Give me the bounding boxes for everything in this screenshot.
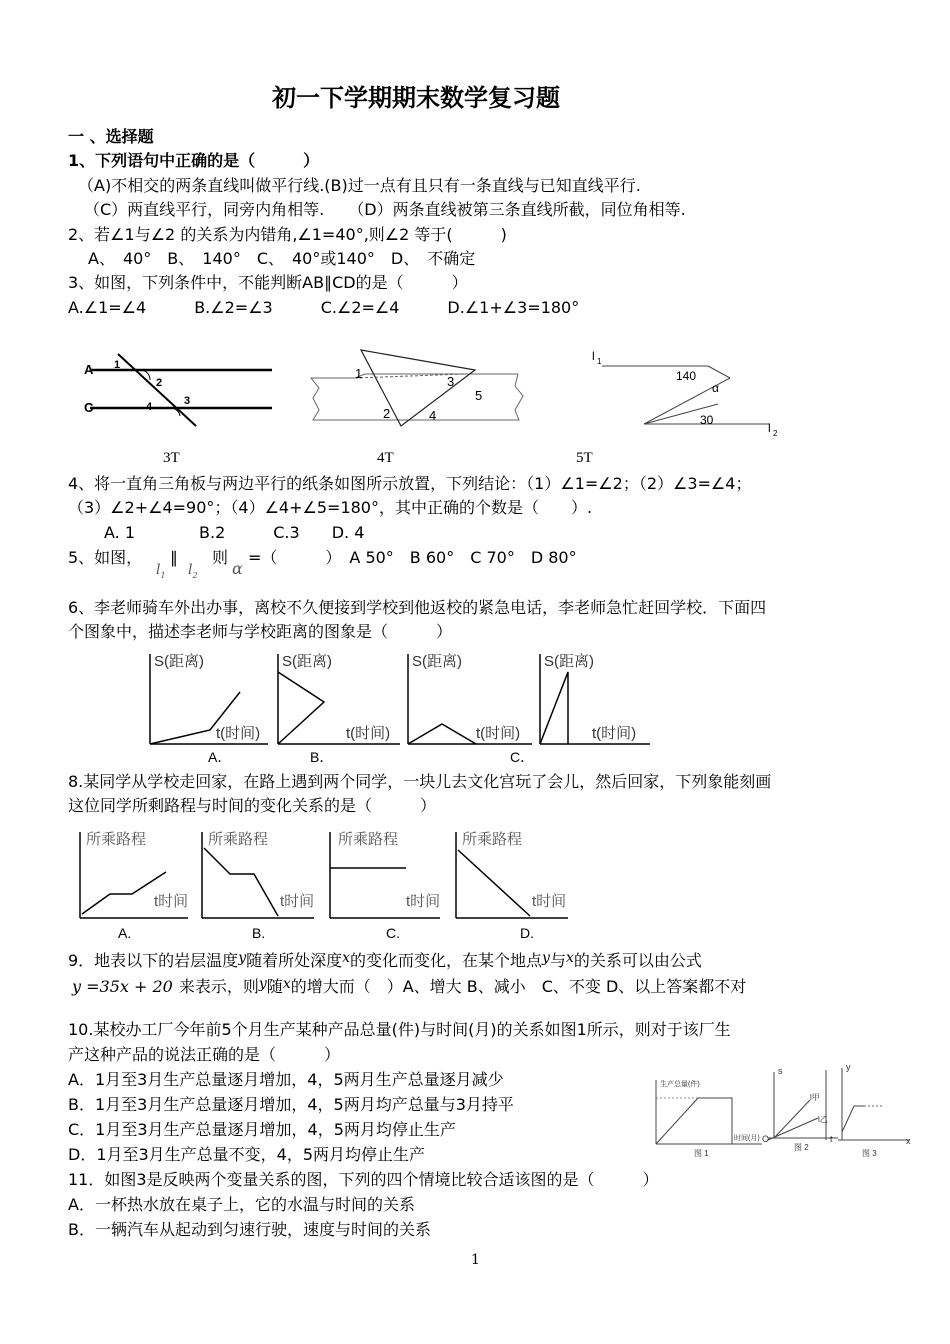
figure-4t-caption: 4T — [377, 450, 394, 466]
q6-b-xlabel: t(时间) — [346, 725, 391, 742]
q6-cap-a: A． — [208, 749, 232, 765]
fig3 — [838, 1062, 911, 1158]
q11-stem: 11．如图3是反映两个变量关系的图，下列的四个情境比较合适该图的是（ ） — [68, 1170, 659, 1189]
f5-alpha-label: α — [712, 381, 719, 395]
fig2-lyi: l乙 — [818, 1115, 828, 1124]
f4-angle-4-label: 4 — [429, 408, 437, 423]
label-c: C — [84, 400, 94, 415]
section-heading: 一 、选择题 — [68, 127, 154, 146]
q10-figures — [650, 1060, 915, 1160]
q8-cap-c: C. — [386, 925, 400, 941]
q6-c-xlabel: t(时间) — [476, 725, 521, 742]
q8-graphs — [70, 822, 580, 944]
figure-5t — [588, 348, 788, 440]
q10-line1: 10.某校办工厂今年前5个月生产某种产品总量(件)与时间(月)的关系如图1所示，则对于该厂生 — [68, 1020, 731, 1039]
angle-4-label: 4 — [146, 401, 153, 413]
figure-3t-caption: 3T — [163, 450, 180, 466]
q3-stem: 3、如图，下列条件中，不能判断AB∥CD的是（ ） — [68, 273, 468, 292]
fig2-ljia: l甲 — [810, 1093, 820, 1102]
q4-line2: （3）∠2+∠4=90°；（4）∠4+∠5=180°，其中正确的个数是（ ）. — [68, 498, 593, 517]
q8-c-ylabel: 所乘路程 — [338, 831, 399, 848]
q8-a-ylabel: 所乘路程 — [86, 831, 147, 848]
f4-angle-3-label: 3 — [447, 374, 455, 389]
q8-graph-d — [456, 831, 568, 918]
f5-140-label: 140 — [676, 369, 697, 383]
fig1 — [656, 1079, 762, 1158]
label-a: A — [84, 362, 94, 377]
q6-graph-a — [150, 653, 268, 744]
q8-graph-b — [202, 831, 314, 918]
figure-4t — [305, 348, 535, 438]
q8-cap-b: B. — [252, 925, 266, 941]
q10-option-b: B．1月至3月生产总量逐月增加，4，5两月均产总量与3月持平 — [68, 1095, 514, 1114]
fig3-x: x — [906, 1136, 911, 1146]
fig2-caption: 图 2 — [794, 1143, 809, 1152]
q6-c-ylabel: S(距离) — [412, 653, 462, 670]
q5-alpha: α — [232, 559, 243, 578]
angle-2-label: 2 — [156, 377, 163, 389]
fig3-caption: 图 3 — [862, 1149, 877, 1158]
q8-c-xlabel: t时间 — [406, 893, 441, 910]
q10-option-a: A．1月至3月生产总量逐月增加，4，5两月生产总量逐月减少 — [68, 1070, 504, 1089]
q6-line1: 6、李老师骑车外出办事，离校不久便接到学校到他返校的紧急电话，李老师急忙赶回学校．下面四 — [68, 598, 767, 617]
q1-options-cd: （C）两直线平行，同旁内角相等. （D）两条直线被第三条直线所截，同位角相等. — [84, 200, 686, 219]
fig3-y: y — [846, 1062, 851, 1072]
q6-graph-b — [278, 653, 400, 744]
angle-3-label: 3 — [184, 395, 191, 407]
q9-line1: 9．地表以下的岩层温度y随着所处深度x的变化而变化，在某个地点y与x的关系可以由公式 — [68, 950, 702, 970]
f5-l2-sub: 2 — [773, 429, 778, 438]
fig2-s: s — [778, 1066, 783, 1076]
q6-d-xlabel: t(时间) — [592, 725, 637, 742]
q10-line2: 产这种产品的说法正确的是（ ） — [68, 1045, 341, 1064]
q6-graphs — [140, 650, 660, 765]
q6-cap-b: B． — [310, 749, 334, 765]
q1-stem: 1、下列语句中正确的是（ ） — [68, 151, 320, 170]
q11-option-a: A．一杯热水放在桌子上，它的水温与时间的关系 — [68, 1195, 415, 1214]
q8-d-xlabel: t时间 — [532, 893, 567, 910]
q6-line2: 个图象中，描述李老师与学校距离的图象是（ ） — [68, 622, 453, 641]
q6-cap-c: C． — [510, 749, 535, 765]
q8-line2: 这位同学所剩路程与时间的变化关系的是（ ） — [68, 796, 437, 815]
fig2-t: t — [830, 1134, 833, 1144]
q6-a-ylabel: S(距离) — [154, 653, 204, 670]
f4-angle-5-label: 5 — [475, 388, 483, 403]
q6-a-xlabel: t(时间) — [216, 725, 261, 742]
q8-graph-a — [80, 831, 188, 918]
fig1-caption: 图 1 — [694, 1149, 709, 1158]
q6-b-ylabel: S(距离) — [282, 653, 332, 670]
f5-l2-label: l — [768, 421, 771, 435]
angle-1-label: 1 — [114, 359, 121, 371]
q10-option-d: D．1月至3月生产总量不变，4，5两月均停止生产 — [68, 1145, 426, 1164]
q8-graph-c — [330, 831, 440, 918]
fig2 — [762, 1066, 838, 1152]
f5-30-label: 30 — [700, 413, 714, 427]
q8-line1: 8.某同学从学校走回家，在路上遇到两个同学，一块儿去文化宫玩了会儿，然后回家，下列象能刻画 — [68, 772, 772, 791]
q8-a-xlabel: t时间 — [154, 893, 189, 910]
q2-options: A、 40° B、 140° C、 40°或140° D、 不确定 — [88, 249, 476, 268]
q5-then: 则 — [212, 548, 229, 567]
f4-angle-2-label: 2 — [383, 406, 391, 421]
fig1-xlabel: 时间(月) — [734, 1135, 760, 1142]
q6-graph-d — [540, 653, 650, 744]
q4-line1: 4、将一直角三角板与两边平行的纸条如图所示放置，下列结论：（1）∠1=∠2；（2）∠3=∠4； — [68, 474, 752, 493]
q2-stem: 2、若∠1与∠2 的关系为内错角,∠1=40°,则∠2 等于( ) — [68, 225, 507, 244]
q8-d-ylabel: 所乘路程 — [462, 831, 523, 848]
f5-l1-sub: 1 — [597, 357, 602, 366]
q9-formula: y =35x + 20 — [72, 977, 173, 996]
q11-option-b: B．一辆汽车从起动到匀速行驶，速度与时间的关系 — [68, 1220, 431, 1239]
f5-l1-label: l — [592, 349, 595, 363]
q8-cap-a: A. — [118, 925, 132, 941]
q9-line2: y =35x + 20 来表示，则y随x的增大而（ ）A、增大 B、减小 C、不变 D、以上答案都不对 — [72, 976, 747, 996]
page-title: 初一下学期期末数学复习题 — [272, 84, 560, 112]
fig2-origin: O — [762, 1134, 770, 1144]
fig1-ylabel: 生产总量(件) — [660, 1081, 700, 1088]
q5-options: =（ ） A 50° B 60° C 70° D 80° — [248, 548, 577, 567]
q3-options: A.∠1=∠4 B.∠2=∠3 C.∠2=∠4 D.∠1+∠3=180° — [68, 298, 580, 317]
q8-cap-d: D. — [520, 925, 534, 941]
q5-parallel: ∥ — [170, 548, 178, 567]
q5-l2: $l_2$ — [188, 562, 198, 580]
f4-angle-1-label: 1 — [355, 366, 363, 381]
q10-option-c: C．1月至3月生产总量逐月增加，4，5两月均停止生产 — [68, 1120, 456, 1139]
q4-options: A. 1 B.2 C.3 D. 4 — [104, 523, 365, 542]
q1-options-ab: （A)不相交的两条直线叫做平行线.(B)过一点有且只有一条直线与已知直线平行. — [78, 176, 641, 195]
figure-5t-caption: 5T — [576, 450, 593, 466]
q6-graph-c — [408, 653, 532, 744]
q5-l1: $l_1$ — [156, 562, 166, 580]
figure-3t — [80, 350, 280, 430]
q5-lead: 5、如图， — [68, 548, 143, 567]
q8-b-xlabel: t时间 — [280, 893, 315, 910]
q8-b-ylabel: 所乘路程 — [208, 831, 269, 848]
q6-d-ylabel: S(距离) — [544, 653, 594, 670]
page-number: 1 — [471, 1252, 480, 1268]
